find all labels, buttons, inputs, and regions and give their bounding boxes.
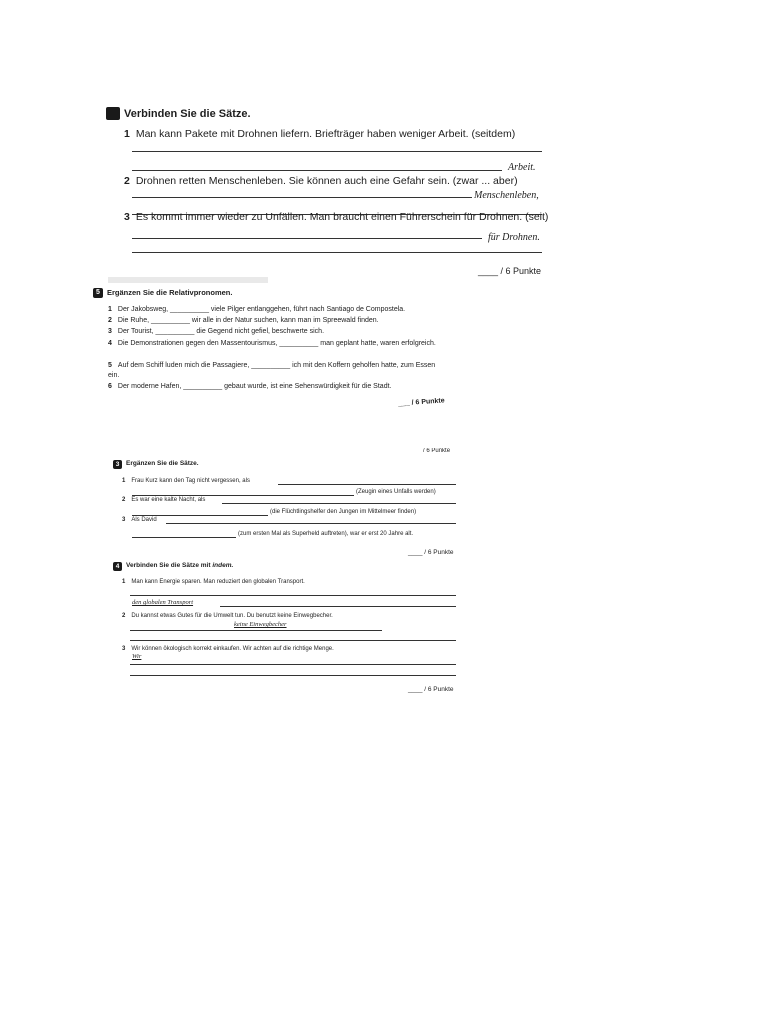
answer-text: den globalen Transport bbox=[132, 599, 194, 606]
answer-text: keine Einwegbecher bbox=[234, 621, 287, 628]
paper-cut-edge bbox=[108, 277, 268, 283]
exercise-item: 1 Man kann Energie sparen. Man reduziert den globalen Transport. bbox=[122, 579, 305, 585]
exercise-item: 2 Drohnen retten Menschenleben. Sie können auch eine Gefahr sein. (zwar ... aber) bbox=[124, 175, 518, 187]
answer-line[interactable] bbox=[132, 515, 268, 516]
exercise-item: 3 Als David bbox=[122, 517, 157, 523]
section-4-title: Verbinden Sie die Sätze mit indem. bbox=[126, 562, 234, 569]
exercise-item: 2 Die Ruhe, __________ wir alle in der Natur suchen, kann man im Spreewald finden. bbox=[108, 317, 379, 324]
answer-line[interactable] bbox=[130, 595, 456, 596]
section-4-score: ____ / 6 Punkte bbox=[408, 686, 454, 693]
answer-text: Arbeit. bbox=[508, 162, 536, 173]
answer-line[interactable] bbox=[132, 252, 542, 253]
exercise-item: 2 Du kannst etwas Gutes für die Umwelt tun. Du benutzt keine Einwegbecher. bbox=[122, 613, 333, 619]
previous-score-cut: ____ / 6 Punkte bbox=[408, 448, 451, 453]
exercise-item: 1 Man kann Pakete mit Drohnen liefern. Briefträger haben weniger Arbeit. (seitdem) bbox=[124, 128, 516, 140]
answer-line[interactable] bbox=[132, 238, 482, 239]
section-3-score: ____ / 6 Punkte bbox=[408, 549, 454, 556]
exercise-item: 4 Die Demonstrationen gegen den Massentourismus, __________ man geplant hatte, waren erfolgreich. bbox=[108, 340, 436, 347]
answer-line[interactable] bbox=[132, 170, 502, 171]
answer-line[interactable] bbox=[220, 606, 456, 607]
exercise-hint: (Zeugin eines Unfalls werden) bbox=[356, 489, 436, 495]
answer-line[interactable] bbox=[130, 630, 382, 631]
section-3-badge: 3 bbox=[113, 460, 122, 469]
exercise-item: 3 Es kommt immer wieder zu Unfällen. Man braucht einen Führerschein für Drohnen. (seit) bbox=[124, 211, 549, 223]
exercise-hint: (die Flüchtlingshelfer den Jungen im Mittelmeer finden) bbox=[270, 509, 417, 515]
exercise-item: 2 Es war eine kalte Nacht, als bbox=[122, 497, 206, 503]
answer-line[interactable] bbox=[222, 503, 456, 504]
answer-text: für Drohnen. bbox=[488, 232, 540, 243]
answer-line[interactable] bbox=[166, 523, 456, 524]
section-4-badge: 4 bbox=[113, 562, 122, 571]
section-1-title: Verbinden Sie die Sätze. bbox=[124, 108, 251, 120]
answer-line[interactable] bbox=[132, 197, 472, 198]
answer-line[interactable] bbox=[132, 537, 236, 538]
answer-line[interactable] bbox=[278, 484, 456, 485]
answer-text: Wir bbox=[132, 653, 142, 660]
exercise-item: 1 Der Jakobsweg, __________ viele Pilger entlanggehen, führt nach Santiago de Compostela. bbox=[108, 306, 406, 313]
section-2-title: Ergänzen Sie die Relativpronomen. bbox=[107, 288, 233, 297]
exercise-item: 3 Wir können ökologisch korrekt einkaufen. Wir achten auf die richtige Menge. bbox=[122, 646, 334, 652]
exercise-hint: (zum ersten Mal als Superheld auftreten), war er erst 20 Jahre alt. bbox=[238, 531, 414, 537]
section-1-score: ____ / 6 Punkte bbox=[478, 266, 542, 276]
section-2-score: ___ / 6 Punkte bbox=[397, 397, 445, 408]
answer-text: Menschenleben, bbox=[474, 190, 539, 201]
exercise-item: 3 Der Tourist, __________ die Gegend nicht gefiel, beschwerte sich. bbox=[108, 328, 325, 335]
answer-line[interactable] bbox=[132, 495, 354, 496]
section-3-title: Ergänzen Sie die Sätze. bbox=[126, 460, 199, 467]
exercise-item: 1 Frau Kurz kann den Tag nicht vergessen, als bbox=[122, 478, 250, 484]
answer-line[interactable] bbox=[130, 675, 456, 676]
answer-line[interactable] bbox=[130, 664, 456, 665]
exercise-item: 6 Der moderne Hafen, __________ gebaut wurde, ist eine Sehenswürdigkeit für die Stadt. bbox=[108, 383, 392, 390]
exercise-item: 5 Auf dem Schiff luden mich die Passagiere, __________ ich mit den Koffern geholfen hatte, zum Essen ein. bbox=[108, 362, 436, 379]
answer-line[interactable] bbox=[132, 151, 542, 152]
answer-line[interactable] bbox=[130, 640, 456, 641]
section-1-badge bbox=[106, 107, 120, 120]
section-2-badge: 5 bbox=[93, 288, 103, 298]
